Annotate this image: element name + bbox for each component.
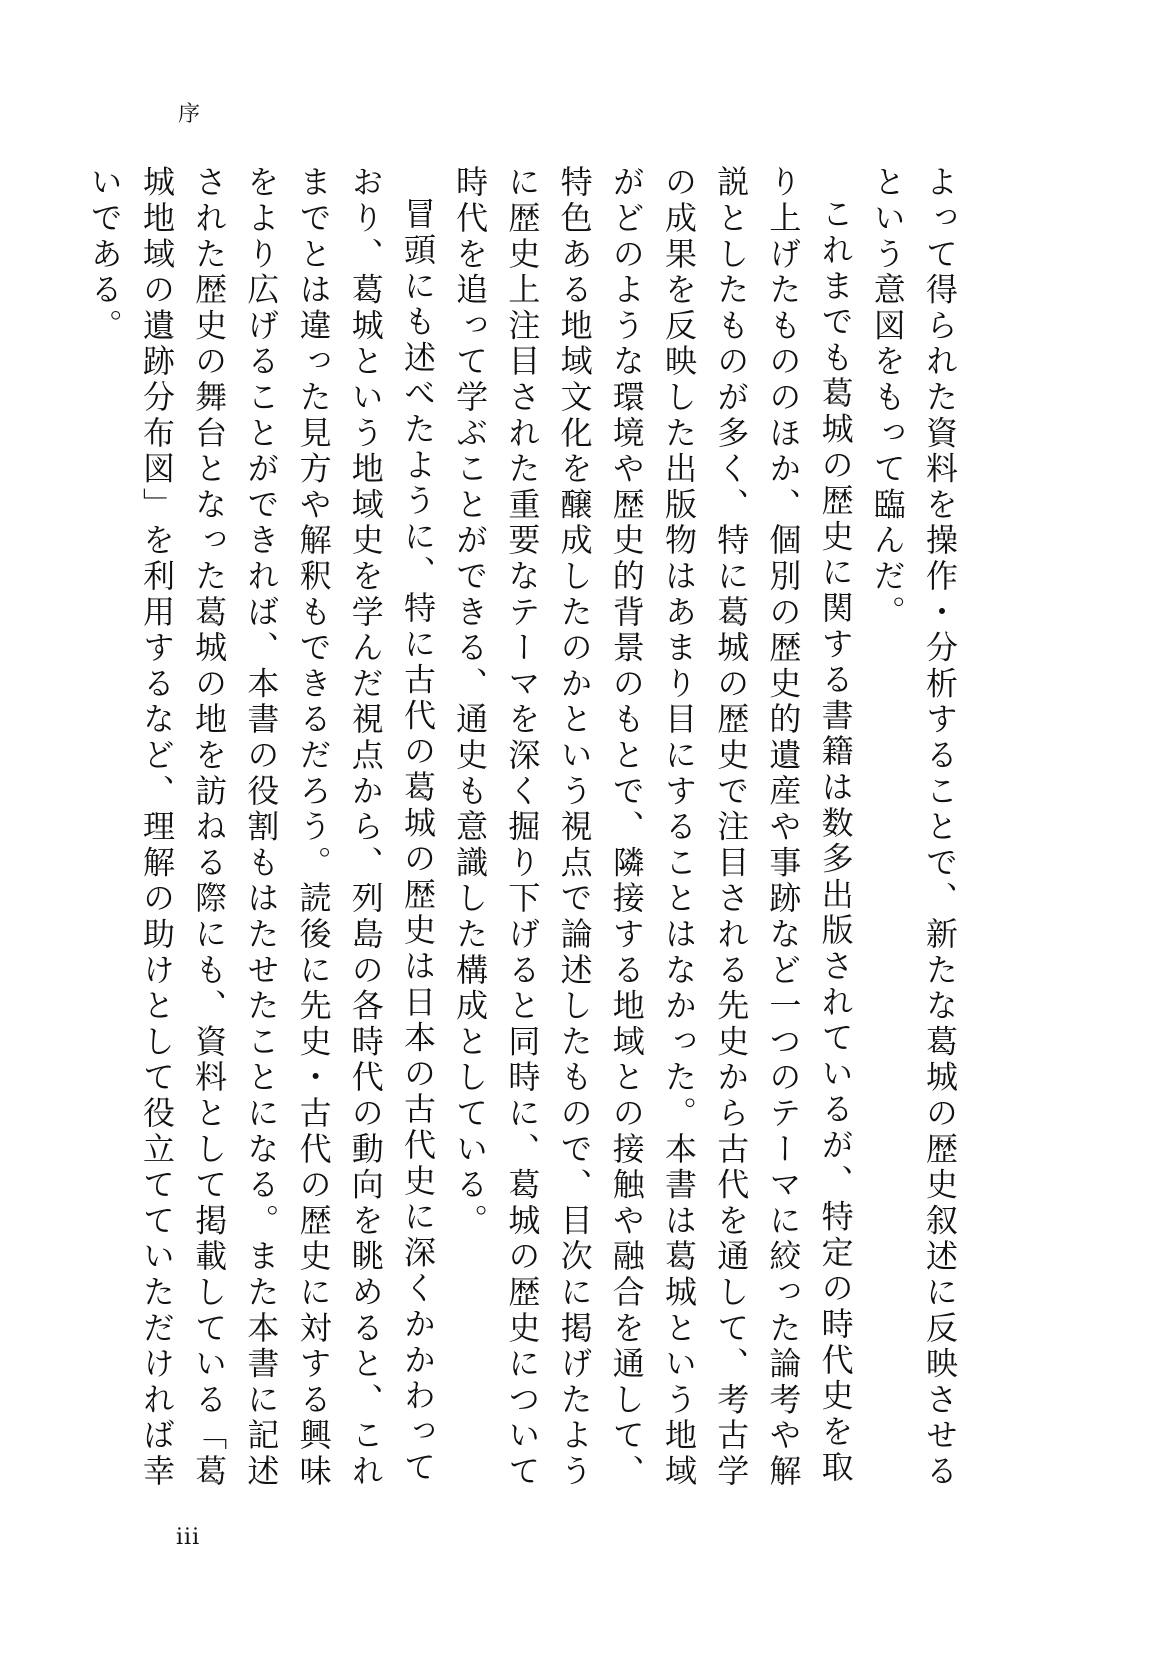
page-number: iii: [176, 1525, 201, 1550]
paragraph-2: これまでも葛城の歴史に関する書籍は数多出版されているが、特定の時代史を取り上げたもののほか、個別の歴史的遺産や事跡など一つのテーマに絞った論考や解説としたものが多く、特に葛城の歴史で注目される先史から古代を通して、考古学の成果を反映した出版物はあまり目にすることはなかった。本書は葛城という地域がどのような環境や歴史的背景のもとで、隣接する地域との接触や融合を通して、特色ある地域文化を醸成したのかという視点で論述したもので、目次に掲げたように歴史上注目された重要なテーマを深く掘り下げると同時に、葛城の歴史について時代を追って学ぶことができる、通史も意識した構成としている。: [451, 165, 855, 1490]
running-head: 序: [178, 102, 201, 127]
paragraph-3: 冒頭にも述べたように、特に古代の葛城の歴史は日本の古代史に深くかかわっており、葛城という地域史を学んだ視点から、列島の各時代の動向を眺めると、これまでとは違った見方や解釈もできるだろう。読後に先史・古代の歴史に対する興味をより広げることができれば、本書の役割もはたせたことになる。また本書に記述された歴史の舞台となった葛城の地を訪ねる際にも、資料として掲載している「葛城地域の遺跡分布図」を利用するなど、理解の助けとして役立てていただければ幸いである。: [85, 165, 437, 1490]
paragraph-1: よって得られた資料を操作・分析することで、新たな葛城の歴史叙述に反映させるという意図をもって臨んだ。: [868, 165, 959, 1490]
body-text: [85, 165, 966, 1515]
